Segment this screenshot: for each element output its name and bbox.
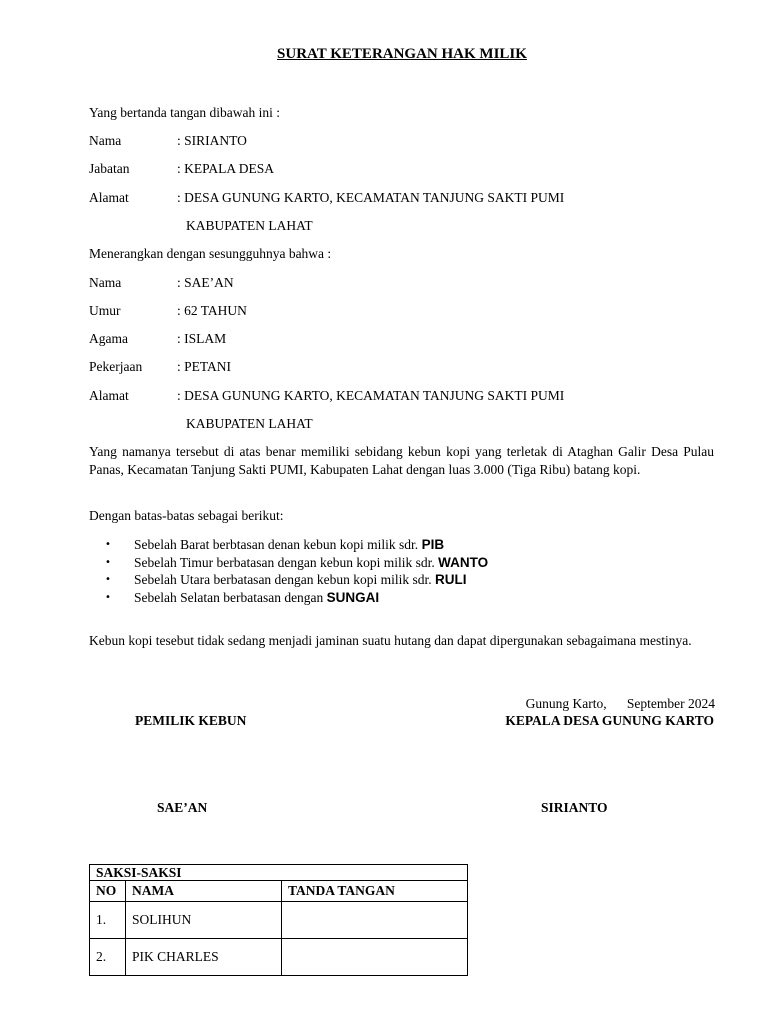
- witness-no: 1.: [90, 902, 126, 939]
- boundary-neighbor: WANTO: [438, 554, 489, 570]
- boundary-west: [105, 536, 488, 554]
- witness-header-nama: NAMA: [126, 881, 282, 902]
- subject-umur-value: : 62 TAHUN: [177, 303, 247, 318]
- signer-alamat-continuation: KABUPATEN LAHAT: [186, 218, 313, 233]
- subject-pekerjaan-label: Pekerjaan: [89, 359, 143, 374]
- witness-header-no: NO: [90, 881, 126, 902]
- table-row: [90, 902, 468, 939]
- subject-nama-value: : SAE’AN: [177, 275, 234, 290]
- subject-agama-value: : ISLAM: [177, 331, 227, 346]
- boundary-neighbor: SUNGAI: [326, 589, 380, 605]
- owner-heading: PEMILIK KEBUN: [135, 713, 247, 728]
- signer-nama-label: Nama: [89, 133, 122, 148]
- subject-agama-label: Agama: [89, 331, 128, 346]
- boundary-text: Sebelah Timur berbatasan dengan kebun kopi milik sdr.: [134, 554, 439, 570]
- boundary-text: Sebelah Barat berbtasan denan kebun kopi milik sdr.: [134, 537, 422, 552]
- subject-pekerjaan-value: : PETANI: [177, 359, 232, 374]
- boundary-text: Sebelah Utara berbatasan dengan kebun kopi milik sdr.: [134, 572, 436, 588]
- subject-alamat-label: Alamat: [89, 388, 129, 403]
- intro-text: Yang bertanda tangan dibawah ini :: [89, 105, 280, 120]
- bullet-icon: •: [105, 539, 111, 550]
- subject-nama-label: Nama: [89, 275, 122, 290]
- village-head-heading: KEPALA DESA GUNUNG KARTO: [505, 713, 714, 728]
- boundary-south: [105, 589, 488, 607]
- boundary-north: [105, 571, 488, 589]
- place-date: Gunung Karto, September 2024: [525, 696, 715, 711]
- boundary-east: [105, 554, 488, 572]
- table-row: [90, 939, 468, 976]
- witness-table-caption: SAKSI-SAKSI: [90, 865, 468, 881]
- witness-name: PIK CHARLES: [126, 939, 282, 976]
- witness-no: 2.: [90, 939, 126, 976]
- document-title: SURAT KETERANGAN HAK MILIK: [277, 46, 527, 62]
- owner-name: SAE’AN: [157, 800, 208, 815]
- signer-alamat-value: : DESA GUNUNG KARTO, KECAMATAN TANJUNG SAKTI PUMI: [177, 190, 565, 205]
- boundary-neighbor: PIB: [421, 537, 445, 552]
- subject-alamat-value: : DESA GUNUNG KARTO, KECAMATAN TANJUNG SAKTI PUMI: [177, 388, 565, 403]
- ownership-paragraph: Yang namanya tersebut di atas benar memiliki sebidang kebun kopi yang terletak di Ataghan Galir Desa Pulau Panas, Kecamatan Tanjung Sakti PUMI, Kabupaten Lahat dengan luas 3.000 (Tiga Ribu) batang kopi.: [89, 444, 714, 477]
- statement-intro: Menerangkan dengan sesungguhnya bahwa :: [89, 246, 332, 261]
- bullet-icon: •: [105, 591, 111, 603]
- closing-paragraph: Kebun kopi tesebut tidak sedang menjadi jaminan suatu hutang dan dapat dipergunakan sebagaimana mestinya.: [89, 633, 692, 648]
- boundary-neighbor: RULI: [435, 572, 467, 588]
- signer-nama-value: : SIRIANTO: [177, 133, 247, 148]
- signer-alamat-label: Alamat: [89, 190, 129, 205]
- bullet-icon: •: [105, 574, 111, 586]
- signer-jabatan-value: : KEPALA DESA: [177, 161, 275, 176]
- witness-header-signature: TANDA TANGAN: [282, 881, 468, 902]
- witness-signature-cell: [282, 902, 468, 939]
- subject-alamat-continuation: KABUPATEN LAHAT: [186, 416, 313, 431]
- village-head-name: SIRIANTO: [541, 800, 608, 815]
- boundaries-list: [105, 536, 488, 606]
- bullet-icon: •: [105, 556, 111, 568]
- subject-umur-label: Umur: [89, 303, 121, 318]
- boundary-text: Sebelah Selatan berbatasan dengan: [134, 589, 327, 605]
- witness-name: SOLIHUN: [126, 902, 282, 939]
- boundaries-intro: Dengan batas-batas sebagai berikut:: [89, 508, 284, 523]
- signer-jabatan-label: Jabatan: [89, 161, 130, 176]
- witness-table: [89, 864, 468, 976]
- witness-signature-cell: [282, 939, 468, 976]
